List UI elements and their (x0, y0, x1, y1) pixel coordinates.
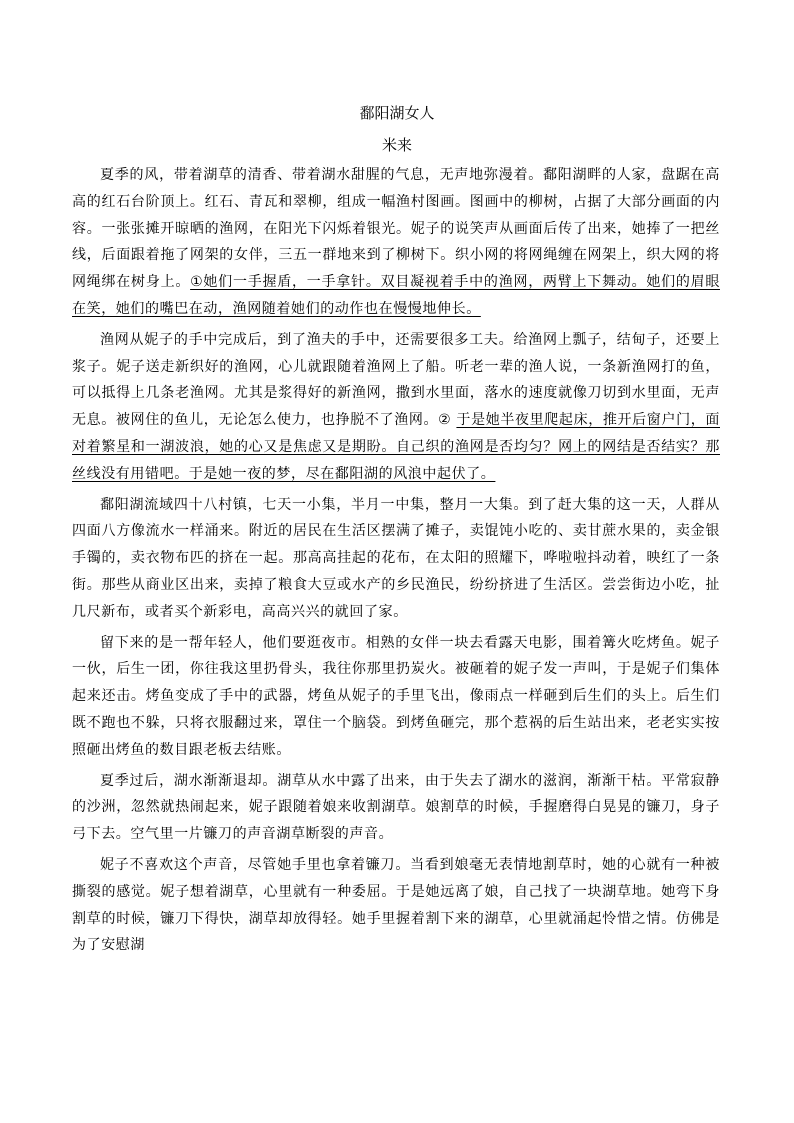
article-title: 鄱阳湖女人 (359, 104, 435, 122)
paragraph-6 (72, 852, 720, 959)
paragraph-3 (72, 492, 720, 626)
paragraph-1-text: 夏季的风，带着湖草的清香、带着湖水甜腥的气息，无声地弥漫着。鄱阳湖畔的人家，盘踞在高高的红石台阶顶上。红石、青瓦和翠柳，组成一幅渔村图画。图画中的柳树，占据了大部分画面的内容。一张张摊开晾晒的渔网，在阳光下闪烁着银光。妮子的说笑声从画面后传了出来，她捧了一把丝线，后面跟着拖了网架的女伴，三五一群地来到了柳树下。织小网的将网绳缠在网架上，织大网的将网绳绑在树身上。 (72, 167, 720, 291)
article-body (72, 162, 720, 963)
paragraph-6-text: 妮子不喜欢这个声音，尽管她手里也拿着镰刀。当看到娘毫无表情地割草时，她的心就有一种被撕裂的感觉。妮子想着湖草，心里就有一种委屈。于是她远离了娘，自己找了一块湖草地。她弯下身割草的时候，镰刀下得快，湖草却放得轻。她手里握着割下来的湖草，心里就涌起怜惜之情。仿佛是为了安慰湖 (72, 856, 720, 954)
article-author: 米来 (381, 136, 412, 154)
paragraph-5-text: 夏季过后，湖水渐渐退却。湖草从水中露了出来，由于失去了湖水的滋润，渐渐干枯。平常寂静的沙洲，忽然就热闹起来，妮子跟随着娘来收割湖草。娘割草的时候，手握磨得白晃晃的镰刀，身子弓下去。空气里一片镰刀的声音湖草断裂的声音。 (72, 772, 720, 843)
paragraph-2-text: 渔网从妮子的手中完成后，到了渔夫的手中，还需要很多工夫。给渔网上瓢子，结甸子，还要上浆子。妮子送走新织好的渔网，心儿就跟随着渔网上了船。听老一辈的渔人说，一条新渔网打的鱼，可以抵得上几条老渔网。尤其是浆得好的新渔网，撒到水里面，落水的速度就像刀切到水里面，无声无息。被网住的鱼儿，无论怎么使力，也挣脱不了渔网。② (72, 331, 720, 429)
underlined-sentence-2: 于是她半夜里爬起床，推开后窗户门，面对着繁星和一湖波浪，她的心又是焦虑又是期盼。自己织的渔网是否均匀？网上的网结是否结实？那丝线没有用错吧。于是她一夜的梦，尽在鄱阳湖的风浪中起伏了。 (72, 412, 720, 482)
paragraph-5 (72, 768, 720, 848)
paragraph-4 (72, 630, 720, 764)
paragraph-2 (72, 327, 720, 488)
paragraph-3-text: 鄱阳湖流域四十八村镇，七天一小集，半月一中集，整月一大集。到了赶大集的这一天，人群从四面八方像流水一样涌来。附近的居民在生活区摆满了摊子，卖馄饨小吃的、卖甘蔗水果的，卖金银手镯的，卖衣物布匹的挤在一起。那高高挂起的花布，在太阳的照耀下，哗啦啦抖动着，映红了一条街。那些从商业区出来，卖掉了粮食大豆或水产的乡民渔民，纷纷挤进了生活区。尝尝街边小吃，扯几尺新布，或者买个新彩电，高高兴兴的就回了家。 (72, 496, 720, 620)
paragraph-1 (72, 162, 720, 323)
paragraph-4-text: 留下来的是一帮年轻人，他们要逛夜市。相熟的女伴一块去看露天电影，围着篝火吃烤鱼。妮子一伙，后生一团，你往我这里扔骨头，我往你那里扔炭火。被砸着的妮子发一声叫，于是妮子们集体起来还击。烤鱼变成了手中的武器，烤鱼从妮子的手里飞出，像雨点一样砸到后生们的头上。后生们既不跑也不躲，只将衣服翻过来，罩住一个脑袋。到烤鱼砸完，那个惹祸的后生站出来，老老实实按照砸出烤鱼的数目跟老板去结账。 (72, 634, 720, 758)
underlined-sentence-1: ①她们一手握盾，一手拿针。双目凝视着手中的渔网，两臂上下舞动。她们的眉眼在笑，她们的嘴巴在动，渔网随着她们的动作也在慢慢地伸长。 (72, 274, 720, 317)
